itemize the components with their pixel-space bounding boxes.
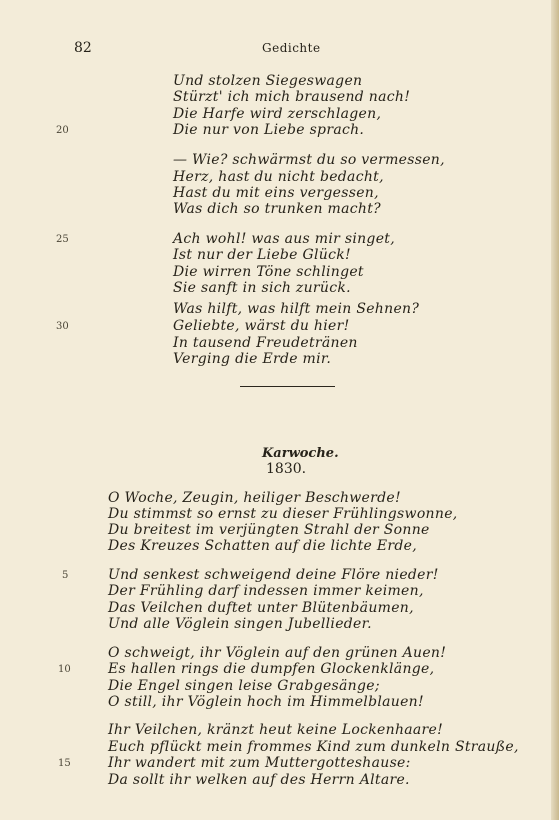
verse-line: Ihr wandert mit zum Muttergotteshause: <box>108 755 411 771</box>
poem-year: 1830. <box>266 461 307 477</box>
line-number: 10 <box>58 664 71 675</box>
verse-line: Verging die Erde mir. <box>173 351 332 367</box>
verse-line: Der Frühling darf indessen immer keimen, <box>108 583 424 599</box>
verse-line: Du breitest im verjüngten Strahl der Sonne <box>108 522 430 538</box>
verse-line: Die Engel singen leise Grabgesänge; <box>108 678 380 694</box>
verse-line: Die wirren Töne schlinget <box>173 264 364 280</box>
line-number: 25 <box>56 234 69 245</box>
verse-line: Und stolzen Siegeswagen <box>173 73 363 89</box>
verse-line: O still, ihr Vöglein hoch im Himmelblauen! <box>108 694 424 710</box>
verse-line: O Woche, Zeugin, heiliger Beschwerde! <box>108 490 401 506</box>
verse-line: Es hallen rings die dumpfen Glockenklänge, <box>108 661 435 677</box>
line-number: 15 <box>58 758 71 769</box>
verse-line: Die Harfe wird zerschlagen, <box>173 106 382 122</box>
verse-line: Die nur von Liebe sprach. <box>173 122 365 138</box>
verse-line: Du stimmst so ernst zu dieser Frühlingswonne, <box>108 506 458 522</box>
line-number: 20 <box>56 125 69 136</box>
verse-line: Ist nur der Liebe Glück! <box>173 247 351 263</box>
page-number: 82 <box>74 40 92 56</box>
running-title: Gedichte <box>262 41 321 55</box>
line-number: 30 <box>56 321 69 332</box>
verse-line: Und senkest schweigend deine Flöre nieder! <box>108 567 439 583</box>
verse-line: O schweigt, ihr Vöglein auf den grünen Auen! <box>108 645 447 661</box>
page-header <box>0 40 559 60</box>
verse-line: Da sollt ihr welken auf des Herrn Altare. <box>108 772 410 788</box>
section-divider <box>240 386 335 387</box>
verse-line: Euch pflückt mein frommes Kind zum dunkeln Strauße, <box>108 739 519 755</box>
line-number: 5 <box>62 570 69 581</box>
verse-line: Geliebte, wärst du hier! <box>173 318 350 334</box>
verse-line: Des Kreuzes Schatten auf die lichte Erde, <box>108 538 417 554</box>
page-edge <box>551 0 559 820</box>
verse-line: Das Veilchen duftet unter Blütenbäumen, <box>108 600 414 616</box>
verse-line: Und alle Vöglein singen Jubellieder. <box>108 616 372 632</box>
verse-line: Hast du mit eins vergessen, <box>173 185 379 201</box>
verse-line: Ach wohl! was aus mir singet, <box>173 231 395 247</box>
verse-line: Was dich so trunken macht? <box>173 201 381 217</box>
verse-line: In tausend Freudetränen <box>173 335 358 351</box>
verse-line: Herz, hast du nicht bedacht, <box>173 169 384 185</box>
verse-line: — Wie? schwärmst du so vermessen, <box>173 152 445 168</box>
verse-line: Was hilft, was hilft mein Sehnen? <box>173 301 420 317</box>
verse-line: Stürzt' ich mich brausend nach! <box>173 89 411 105</box>
verse-line: Ihr Veilchen, kränzt heut keine Lockenhaare! <box>108 722 444 738</box>
verse-line: Sie sanft in sich zurück. <box>173 280 351 296</box>
poem-title: Karwoche. <box>262 446 339 461</box>
